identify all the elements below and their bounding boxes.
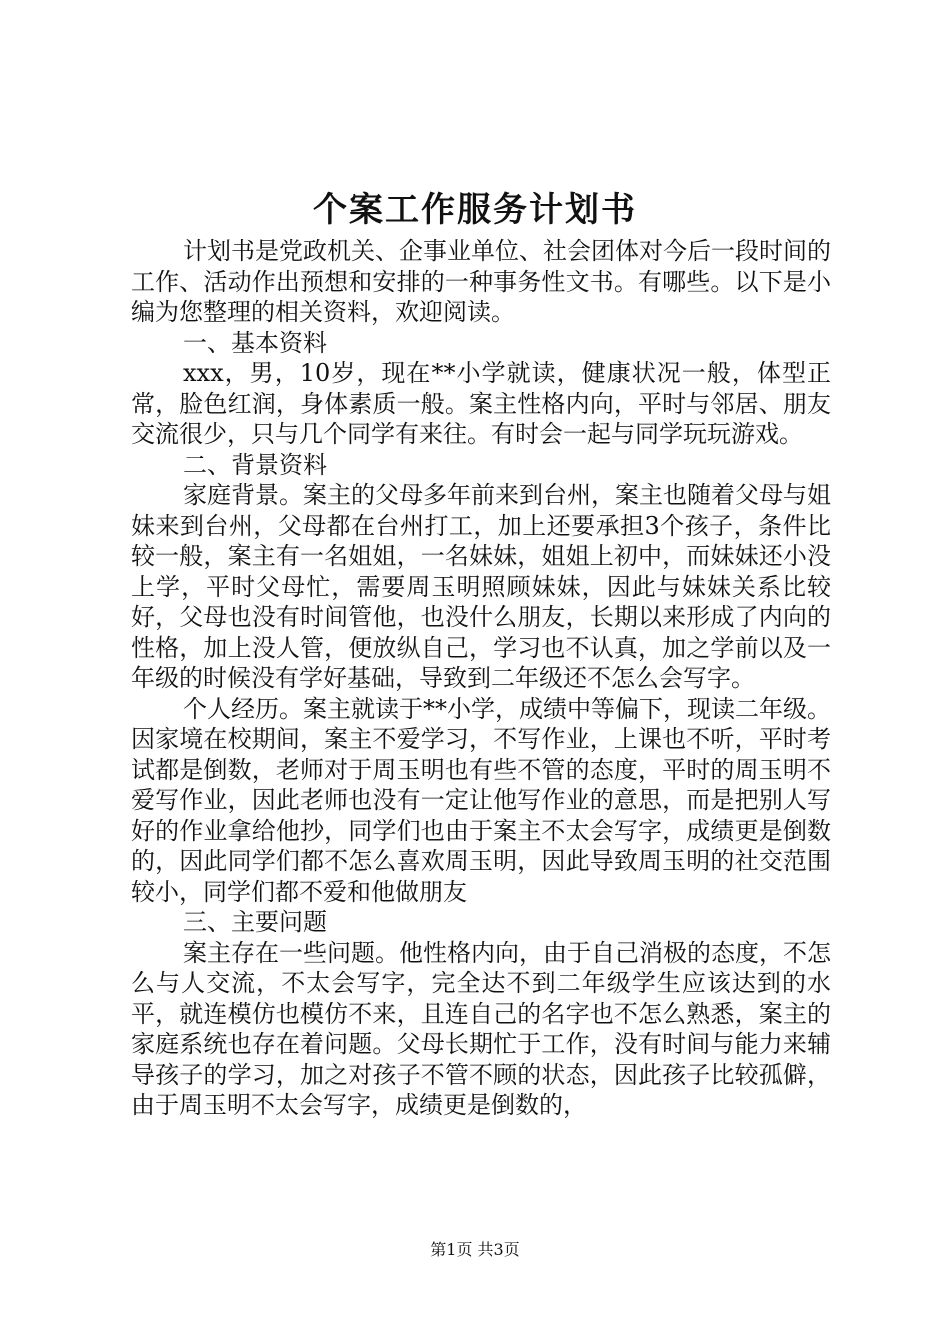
intro-paragraph: 计划书是党政机关、企事业单位、社会团体对今后一段时间的工作、活动作出预想和安排的一种事务性文书。有哪些。以下是小编为您整理的相关资料，欢迎阅读。 <box>131 237 831 326</box>
family-background-paragraph: 家庭背景。案主的父母多年前来到台州，案主也随着父母与姐妹来到台州，父母都在台州打工，加上还要承担3个孩子，条件比较一般，案主有一名姐姐，一名妹妹，姐姐上初中，而妹妹还小没上学，平时父母忙，需要周玉明照顾妹妹，因此与妹妹关系比较好，父母也没有时间管他，也没什么朋友，长期以来形成了内向的性格，加上没人管，便放纵自己，学习也不认真，加之学前以及一年级的时候没有学好基础，导致到二年级还不怎么会写字。 <box>131 481 831 692</box>
section-heading-background: 二、背景资料 <box>183 450 327 479</box>
document-title: 个案工作服务计划书 <box>313 190 637 230</box>
basic-info-paragraph: xxx，男，10岁，现在**小学就读，健康状况一般，体型正常，脸色红润，身体素质一般。案主性格内向，平时与邻居、朋友交流很少，只与几个同学有来往。有时会一起与同学玩玩游戏。 <box>131 359 831 448</box>
document-body <box>131 236 831 1121</box>
section-heading-main-problems: 三、主要问题 <box>183 908 327 936</box>
page-number-footer: 第1页 共3页 <box>430 1240 520 1259</box>
main-problems-paragraph: 案主存在一些问题。他性格内向，由于自己消极的态度，不怎么与人交流，不太会写字，完全达不到二年级学生应该达到的水平，就连模仿也模仿不来，且连自己的名字也不怎么熟悉，案主的家庭系统也存在着问题。父母长期忙于工作，没有时间与能力来辅导孩子的学习，加之对孩子不管不顾的状态，因此孩子比较孤僻，由于周玉明不太会写字，成绩更是倒数的， <box>131 938 831 1119</box>
personal-history-paragraph: 个人经历。案主就读于**小学，成绩中等偏下，现读二年级。因家境在校期间，案主不爱学习，不写作业，上课也不听，平时考试都是倒数，老师对于周玉明也有些不管的态度，平时的周玉明不爱写作业，因此老师也没有一定让他写作业的意思，而是把别人写好的作业拿给他抄，同学们也由于案主不太会写字，成绩更是倒数的，因此同学们都不怎么喜欢周玉明，因此导致周玉明的社交范围较小，同学们都不爱和他做朋友 <box>131 694 831 906</box>
section-heading-basic-info: 一、基本资料 <box>183 328 327 357</box>
